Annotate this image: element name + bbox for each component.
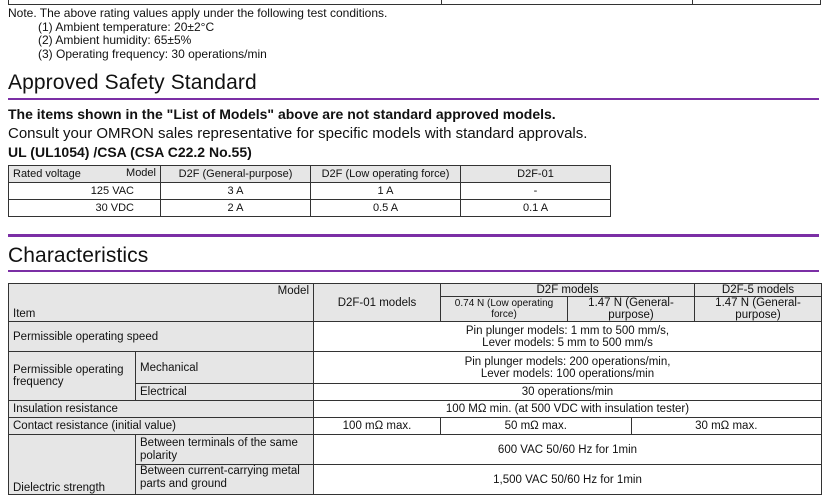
note-condition-temperature: (1) Ambient temperature: 20±2°C (38, 19, 215, 34)
approval-notice: The items shown in the "List of Models" above are not standard approved models. (8, 106, 556, 122)
header-general-purpose-d2f5: 1.47 N (General-purpose) (695, 297, 822, 322)
section-divider (8, 270, 819, 272)
characteristics-table (8, 283, 822, 495)
table-row: Between current-carrying metal parts and ground 1,500 VAC 50/60 Hz for 1min (9, 465, 822, 495)
header-low-operating-force: D2F (Low operating force) (311, 166, 461, 183)
header-d2f-models: D2F models (441, 284, 695, 297)
table-row: Contact resistance (initial value) 100 mΩ max. 50 mΩ max. 30 mΩ max. (9, 418, 822, 435)
header-d2f-01-models: D2F-01 models (314, 284, 441, 322)
header-d2f-01: D2F-01 (461, 166, 611, 183)
header-low-operating-force: 0.74 N (Low operating force) (441, 297, 568, 322)
table-row: Dielectric strength Between terminals of the same polarity 600 VAC 50/60 Hz for 1min (9, 435, 822, 465)
section-title-characteristics: Characteristics (8, 244, 149, 267)
consult-text: Consult your OMRON sales representative for specific models with standard approvals. (8, 125, 588, 142)
header-model-item: Model Item (9, 284, 314, 322)
table-row: Insulation resistance 100 MΩ min. (at 500 VDC with insulation tester) (9, 401, 822, 418)
rating-note (8, 7, 387, 61)
table-row: Electrical 30 operations/min (9, 384, 822, 401)
previous-table-bottom-edge (8, 0, 821, 5)
header-general-purpose: 1.47 N (General-purpose) (568, 297, 695, 322)
note-line: Note. The above rating values apply under the following test conditions. (8, 6, 388, 20)
header-general-purpose: D2F (General-purpose) (161, 166, 311, 183)
section-divider (8, 234, 819, 237)
header-d2f-5-models: D2F-5 models (695, 284, 822, 297)
table-row: Permissible operating speed Pin plunger models: 1 mm to 500 mm/s, Lever models: 5 mm to 500 mm/s (9, 322, 822, 352)
ul-csa-ratings-table (8, 165, 611, 217)
table-row: Permissible operating frequency Mechanical Pin plunger models: 200 operations/min, Lever models: 100 operations/min (9, 352, 822, 384)
table-row: 125 VAC 3 A 1 A - (9, 183, 611, 200)
header-rated-voltage-model: Rated voltage Model (9, 166, 161, 183)
section-title-approved-safety-standard: Approved Safety Standard (8, 71, 257, 94)
ul-csa-heading: UL (UL1054) /CSA (CSA C22.2 No.55) (8, 144, 252, 160)
note-condition-frequency: (3) Operating frequency: 30 operations/min (38, 46, 267, 61)
section-divider (8, 98, 819, 100)
note-condition-humidity: (2) Ambient humidity: 65±5% (38, 33, 192, 47)
table-row: 30 VDC 2 A 0.5 A 0.1 A (9, 200, 611, 217)
